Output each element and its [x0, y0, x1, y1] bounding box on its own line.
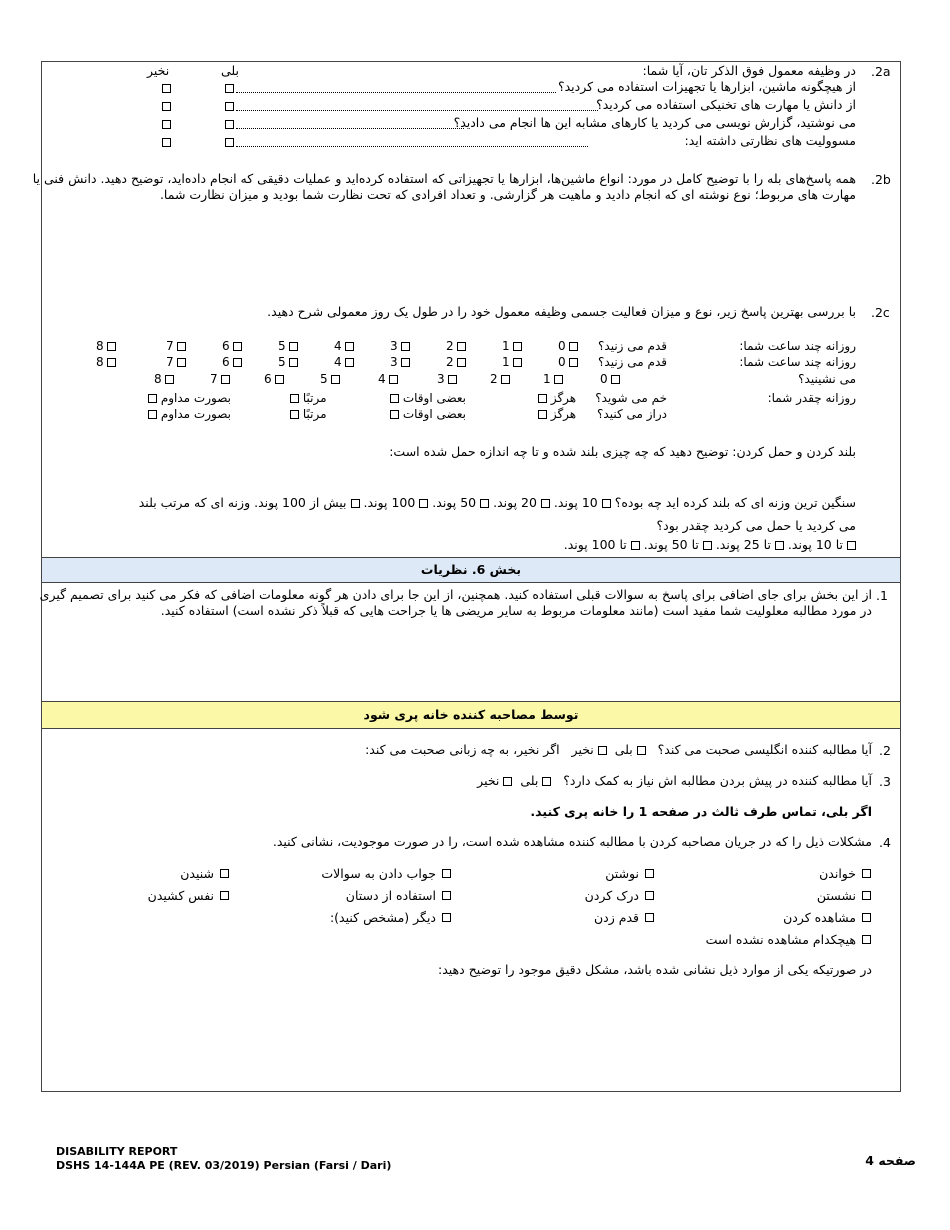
q2b-number: .2b [871, 172, 891, 187]
difficulty-label: هیچکدام مشاهده نشده است [705, 932, 856, 947]
section6-q1-number: .1 [876, 588, 888, 603]
hours-1-1-label: 1 [502, 339, 510, 353]
difficulty-label: نشستن [816, 888, 856, 903]
q2a-number: .2a [871, 64, 891, 79]
q2c-row4-question: خم می شوید؟ [595, 391, 667, 405]
q2a-yes-checkbox[interactable] [225, 138, 234, 147]
freq-4-0-checkbox[interactable] [538, 394, 547, 403]
heaviest-10-checkbox[interactable] [602, 499, 611, 508]
freq-4-0-label: هرگز [550, 391, 577, 405]
heaviest-option: 50 پوند. [432, 495, 477, 510]
heaviest-option: 20 پوند. [493, 495, 537, 510]
q2a-leader-3 [236, 128, 464, 129]
sit-hours-6[interactable] [264, 372, 284, 386]
hours-2-6-label: 6 [222, 355, 230, 369]
hours-1-4-checkbox[interactable] [345, 342, 354, 351]
hours-2-1[interactable] [502, 355, 522, 369]
q2c-number: .2c [871, 305, 890, 320]
hours-1-0[interactable] [558, 339, 578, 353]
q2b-text-line1: همه پاسخ‌های بله را با توضیح کامل در مورد: انواع ماشین‌ها، ابزارها یا تجهیزاتی که استفاده کرده‌اید و عملیات دقیقی که انجام داده‌اید، توضیح دهید. دانش فنی یا [32, 171, 856, 186]
frequent-option: تا 50 پوند. [643, 537, 699, 552]
hours-2-3-label: 3 [390, 355, 398, 369]
language-followup: اگر نخیر، به چه زبانی صحبت می کند: [365, 742, 560, 757]
heaviest-option: بیش از 100 پوند. [254, 495, 347, 510]
assistance-yes-checkbox[interactable] [542, 777, 551, 786]
hours-1-1[interactable] [502, 339, 522, 353]
divider [41, 582, 901, 583]
hours-2-4[interactable] [334, 355, 354, 369]
q2a-no-header: نخیر [147, 63, 170, 78]
q2a-intro: در وظیفه معمول فوق الذکر تان، آیا شما: [642, 63, 856, 78]
sit-hours-0-checkbox[interactable] [611, 375, 620, 384]
hours-1-7-checkbox[interactable] [177, 342, 186, 351]
freq-4-2-label: مرتبًا [302, 391, 327, 405]
sit-hours-6-label: 6 [264, 372, 272, 386]
english-no-checkbox[interactable] [598, 746, 607, 755]
lifting-intro: بلند کردن و حمل کردن: توضیح دهید که چه چیزی بلند شده و تا چه اندازه حمل شده است: [389, 444, 856, 459]
hours-1-6-label: 6 [222, 339, 230, 353]
divider [41, 728, 901, 729]
frequent-25-checkbox[interactable] [775, 541, 784, 550]
english-yes-checkbox[interactable] [637, 746, 646, 755]
freq-4-1-label: بعضی اوقات [402, 391, 466, 405]
hours-2-5-checkbox[interactable] [289, 358, 298, 367]
freq-4-1[interactable] [390, 391, 466, 405]
hours-2-0-checkbox[interactable] [569, 358, 578, 367]
difficulty-checkbox[interactable] [220, 891, 229, 900]
difficulty-label: دیگر (مشخص کنید): [329, 910, 436, 925]
freq-5-2[interactable] [290, 407, 327, 421]
freq-5-0-checkbox[interactable] [538, 410, 547, 419]
interviewer-header: توسط مصاحبه کننده خانه پری شود [42, 702, 900, 728]
freq-5-3[interactable] [148, 407, 231, 421]
sit-hours-1[interactable] [543, 372, 563, 386]
q2c-row2-label: روزانه چند ساعت شما: [739, 355, 856, 369]
page-number: صفحه 4 [865, 1153, 916, 1168]
freq-5-2-label: مرتبًا [302, 407, 327, 421]
difficulty-checkbox[interactable] [645, 869, 654, 878]
freq-5-1-checkbox[interactable] [390, 410, 399, 419]
frequent-weight-question-end: می کردید یا حمل می کردید چقدر بود؟ [656, 518, 856, 533]
sit-hours-4-label: 4 [378, 372, 386, 386]
heaviest-option: 100 پوند. [363, 495, 416, 510]
assistance-no-label: نخیر [477, 773, 500, 788]
hours-2-6[interactable] [222, 355, 242, 369]
freq-4-1-checkbox[interactable] [390, 394, 399, 403]
sit-hours-3-label: 3 [437, 372, 445, 386]
heaviest-over-100-checkbox[interactable] [351, 499, 360, 508]
hours-2-8[interactable] [96, 355, 116, 369]
difficulty-checkbox[interactable] [645, 913, 654, 922]
freq-5-2-checkbox[interactable] [290, 410, 299, 419]
q2a-leader-2 [236, 110, 598, 111]
hours-2-7-checkbox[interactable] [177, 358, 186, 367]
hours-2-5[interactable] [278, 355, 298, 369]
hours-1-2[interactable] [446, 339, 466, 353]
assistance-yes-label: بلی [520, 773, 539, 788]
sit-hours-1-checkbox[interactable] [554, 375, 563, 384]
heaviest-weight-question: سنگین ترین وزنه ای که بلند کرده اید چه بوده؟ [614, 495, 856, 510]
frequent-100-checkbox[interactable] [631, 541, 640, 550]
sit-hours-0[interactable] [600, 372, 620, 386]
hours-1-5-label: 5 [278, 339, 286, 353]
freq-4-2-checkbox[interactable] [290, 394, 299, 403]
sit-hours-2[interactable] [490, 372, 510, 386]
freq-4-3[interactable] [148, 391, 231, 405]
assistance-question: آیا مطالبه کننده در پیش بردن مطالبه اش نیاز به کمک دارد؟ [563, 773, 872, 788]
q2c-intro: با بررسی بهترین پاسخ زیر، نوع و میزان فعالیت جسمی وظیفه معمول خود را در طول یک روز معمولی شرح دهید. [267, 304, 856, 319]
freq-4-0[interactable] [538, 391, 576, 405]
heaviest-50-checkbox[interactable] [480, 499, 489, 508]
difficulty-checkbox[interactable] [220, 869, 229, 878]
difficulty-checkbox[interactable] [862, 913, 871, 922]
q2a-leader-4 [236, 146, 588, 147]
frequent-weight-row [564, 537, 856, 552]
heaviest-weight-row [139, 495, 856, 510]
sit-hours-8-checkbox[interactable] [165, 375, 174, 384]
q2a-yes-header: بلی [221, 63, 240, 78]
q2a-yes-checkbox[interactable] [225, 102, 234, 111]
difficulty-checkbox[interactable] [645, 891, 654, 900]
freq-4-2[interactable] [290, 391, 327, 405]
hours-2-6-checkbox[interactable] [233, 358, 242, 367]
frequent-option: تا 10 پوند. [787, 537, 844, 552]
hours-1-3-checkbox[interactable] [401, 342, 410, 351]
q2a-no-checkbox[interactable] [162, 138, 171, 147]
hours-1-4-label: 4 [334, 339, 342, 353]
sit-hours-5-label: 5 [320, 372, 328, 386]
freq-5-0-label: هرگز [550, 407, 577, 421]
hours-1-2-label: 2 [446, 339, 454, 353]
sit-hours-5-checkbox[interactable] [331, 375, 340, 384]
hours-1-5[interactable] [278, 339, 298, 353]
hours-2-5-label: 5 [278, 355, 286, 369]
interviewer-q2-row [365, 742, 872, 757]
sit-hours-3[interactable] [437, 372, 457, 386]
hours-2-4-checkbox[interactable] [345, 358, 354, 367]
freq-5-1-label: بعضی اوقات [402, 407, 466, 421]
sit-hours-6-checkbox[interactable] [275, 375, 284, 384]
sit-hours-4[interactable] [378, 372, 398, 386]
frequent-option: تا 100 پوند. [563, 537, 627, 552]
interviewer-q4-number: .4 [879, 835, 891, 850]
hours-1-3-label: 3 [390, 339, 398, 353]
sit-hours-7-checkbox[interactable] [221, 375, 230, 384]
freq-4-3-checkbox[interactable] [148, 394, 157, 403]
interviewer-q2-number: .2 [879, 743, 891, 758]
sit-hours-5[interactable] [320, 372, 340, 386]
hours-1-0-checkbox[interactable] [569, 342, 578, 351]
difficulty-checkbox[interactable] [862, 891, 871, 900]
difficulty-label: قدم زدن [593, 910, 639, 925]
section6-q1-line1: از این بخش برای جای اضافی برای پاسخ به سوالات قبلی استفاده کنید. همچنین، از این جا برای دادن هر گونه معلومات اضافی که فکر می کنید برای تصمیم گیری [39, 587, 872, 602]
interviewer-q3-number: .3 [879, 774, 891, 789]
q2a-item-writing: می نوشتید، گزارش نویسی می کردید یا کارهای مشابه این ها انجام می دادید؟ [453, 115, 856, 130]
freq-5-1[interactable] [390, 407, 466, 421]
freq-5-0[interactable] [538, 407, 576, 421]
q2c-row5-question: دراز می کنید؟ [597, 407, 667, 421]
difficulty-label: نوشتن [605, 866, 639, 881]
hours-2-4-label: 4 [334, 355, 342, 369]
explain-prompt: در صورتیکه یکی از موارد ذیل نشانی شده باشد، مشکل دقیق موجود را توضیح دهید: [438, 962, 872, 977]
q2c-row1-label: روزانه چند ساعت شما: [739, 339, 856, 353]
q2a-yes-checkbox[interactable] [225, 84, 234, 93]
third-party-note: اگر بلی، تماس طرف ثالث در صفحه 1 را خانه پری کنید. [530, 804, 872, 819]
sit-hours-7-label: 7 [210, 372, 218, 386]
difficulty-label: مشاهده کردن [783, 910, 856, 925]
hours-2-2-label: 2 [446, 355, 454, 369]
hours-1-7-label: 7 [166, 339, 174, 353]
q2a-yes-checkbox[interactable] [225, 120, 234, 129]
q2c-row2-question: قدم می زنید؟ [598, 355, 667, 369]
q2a-leader-1 [236, 92, 556, 93]
sit-hours-2-checkbox[interactable] [501, 375, 510, 384]
hours-1-8[interactable] [96, 339, 116, 353]
english-no-label: نخیر [571, 742, 594, 757]
hours-2-8-checkbox[interactable] [107, 358, 116, 367]
hours-2-0[interactable] [558, 355, 578, 369]
difficulty-checkbox[interactable] [442, 891, 451, 900]
section6-q1-line2: در مورد مطالبه معلولیت شما مفید است (مانند معلومات مربوط به سایر مریضی ها یا جراحت هایی که قبلاً ذکر نشده است) استفاده کنید. [160, 603, 872, 618]
freq-5-3-label: بصورت مداوم [160, 407, 231, 421]
interviewer-q4-text: مشکلات ذیل را که در جریان مصاحبه کردن با مطالبه کننده مشاهده شده است، را در صورت موجودیت، نشانی کنید. [272, 834, 872, 849]
section6-header: بخش 6. نظریات [42, 558, 900, 582]
hours-1-8-label: 8 [96, 339, 104, 353]
hours-1-1-checkbox[interactable] [513, 342, 522, 351]
difficulty-checkbox[interactable] [442, 913, 451, 922]
hours-2-2[interactable] [446, 355, 466, 369]
difficulty-label: جواب دادن به سوالات [321, 866, 436, 881]
difficulty-checkbox[interactable] [442, 869, 451, 878]
hours-2-3-checkbox[interactable] [401, 358, 410, 367]
heaviest-option: 10 پوند. [553, 495, 598, 510]
frequent-option: تا 25 پوند. [715, 537, 771, 552]
difficulty-label: شنیدن [180, 866, 214, 881]
hours-1-0-label: 0 [558, 339, 566, 353]
sit-hours-3-checkbox[interactable] [448, 375, 457, 384]
sit-hours-7[interactable] [210, 372, 230, 386]
hours-1-5-checkbox[interactable] [289, 342, 298, 351]
q2c-row1-question: قدم می زنید؟ [598, 339, 667, 353]
difficulty-label: استفاده از دستان [345, 888, 436, 903]
frequent-50-checkbox[interactable] [703, 541, 712, 550]
q2a-item-technical: از دانش یا مهارت های تخنیکی استفاده می کردید؟ [596, 97, 856, 112]
q2c-row4-label: روزانه چقدر شما: [767, 391, 856, 405]
hours-2-7-label: 7 [166, 355, 174, 369]
sit-hours-4-checkbox[interactable] [389, 375, 398, 384]
hours-1-2-checkbox[interactable] [457, 342, 466, 351]
difficulty-label: خواندن [819, 866, 856, 881]
hours-2-3[interactable] [390, 355, 410, 369]
hours-1-8-checkbox[interactable] [107, 342, 116, 351]
difficulty-label: درک کردن [584, 888, 639, 903]
english-yes-label: بلی [614, 742, 633, 757]
form-code: DSHS 14-144A PE (REV. 03/2019) Persian (Farsi / Dari) [56, 1159, 392, 1172]
hours-2-0-label: 0 [558, 355, 566, 369]
freq-5-3-checkbox[interactable] [148, 410, 157, 419]
hours-2-1-label: 1 [502, 355, 510, 369]
hours-2-8-label: 8 [96, 355, 104, 369]
hours-1-6[interactable] [222, 339, 242, 353]
freq-4-3-label: بصورت مداوم [160, 391, 231, 405]
q2a-item-machines: از هیچگونه ماشین، ابزارها یا تجهیزات استفاده می کردید؟ [557, 79, 856, 94]
q2c-row3-question: می نشینید؟ [798, 372, 856, 386]
english-question: آیا مطالبه کننده انگلیسی صحبت می کند؟ [657, 742, 872, 757]
q2a-no-checkbox[interactable] [162, 102, 171, 111]
q2a-no-checkbox[interactable] [162, 84, 171, 93]
difficulty-checkbox[interactable] [862, 869, 871, 878]
sit-hours-2-label: 2 [490, 372, 498, 386]
hours-1-7[interactable] [166, 339, 186, 353]
difficulty-checkbox[interactable] [862, 935, 871, 944]
sit-hours-8-label: 8 [154, 372, 162, 386]
frequent-10-checkbox[interactable] [847, 541, 856, 550]
sit-hours-0-label: 0 [600, 372, 608, 386]
q2b-text-line2: مهارت های مربوط؛ نوع نوشته ای که انجام دادید و ماهیت هر گزارشی. و تعداد افرادی که تحت نظارت شما بودید و میزان نظارت شما. [159, 187, 856, 202]
q2a-item-supervisory: مسوولیت های نظارتی داشته اید: [684, 133, 856, 148]
hours-2-7[interactable] [166, 355, 186, 369]
difficulty-label: نفس کشیدن [147, 888, 214, 903]
sit-hours-8[interactable] [154, 372, 174, 386]
heaviest-100-checkbox[interactable] [419, 499, 428, 508]
hours-1-3[interactable] [390, 339, 410, 353]
interviewer-q3-row [477, 773, 872, 788]
hours-1-6-checkbox[interactable] [233, 342, 242, 351]
hours-2-2-checkbox[interactable] [457, 358, 466, 367]
assistance-no-checkbox[interactable] [503, 777, 512, 786]
frequent-weight-question-start: وزنه ای که مرتب بلند [138, 495, 251, 510]
q2a-no-checkbox[interactable] [162, 120, 171, 129]
hours-2-1-checkbox[interactable] [513, 358, 522, 367]
form-title: DISABILITY REPORT [56, 1145, 178, 1158]
heaviest-20-checkbox[interactable] [541, 499, 550, 508]
hours-1-4[interactable] [334, 339, 354, 353]
sit-hours-1-label: 1 [543, 372, 551, 386]
